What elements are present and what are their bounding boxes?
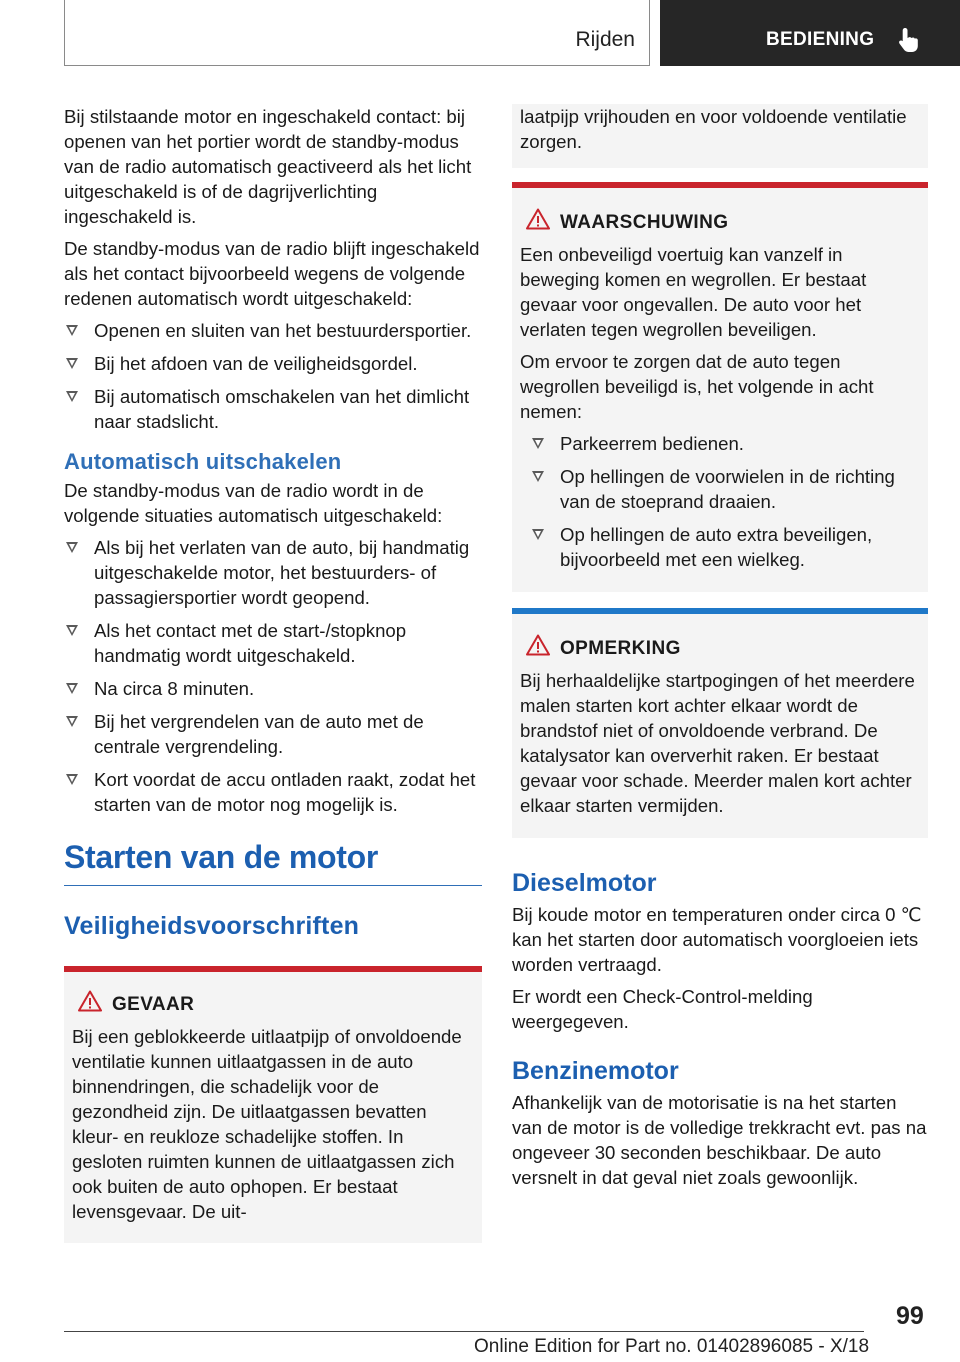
warning-box: [512, 182, 928, 592]
bullet-list: [64, 535, 482, 817]
warning-title: WAARSCHUWING: [520, 210, 920, 236]
section-label: Rijden: [575, 28, 635, 51]
note-text: Bij herhaaldelijke startpogingen of het meerdere malen starten kort achter elkaar wordt de brandstof niet of onvoldoende verbrand. De katalysator kan oververhit raken. Er bestaat gevaar voor schade. Meerder malen kort achter elkaar starten vermijden.: [520, 670, 915, 816]
bullet-triangle-icon: [66, 716, 78, 727]
danger-text-continued: laatpijp vrijhouden en voor voldoende ventilatie zorgen.: [520, 106, 907, 152]
hand-pointer-icon: [896, 26, 922, 54]
left-column: [64, 104, 482, 1243]
danger-box: [64, 966, 482, 1243]
list-item: Bij het vergrendelen van de auto met de centrale vergrendeling.: [64, 709, 482, 759]
warning-triangle-icon: [78, 990, 102, 1012]
subsection-heading: Veiligheidsvoorschriften: [64, 912, 360, 940]
bullet-triangle-icon: [66, 325, 78, 336]
bullet-triangle-icon: [66, 542, 78, 553]
danger-text: Bij een geblokkeerde uitlaatpijp of onvoldoende ventilatie kunnen uitlaatgassen in de auto binnendringen, die schadelijk voor de gezondheid zijn. De uitlaatgassen bevatten kleur- en reukloze schadelijke stoffen. In gesloten ruimten kunnen de uitlaatgassen zich ook buiten de auto ophopen. Er bestaat levensgevaar. De uit-: [72, 1026, 462, 1222]
paragraph: Bij stilstaande motor en ingeschakeld contact: bij openen van het portier wordt de standby-modus van de radio automatisch geactiveerd als het licht uitgeschakeld is of de dagrijverlichting ingeschakeld is.: [64, 106, 472, 227]
bullet-triangle-icon: [532, 529, 544, 540]
paragraph: Er wordt een Check-Control-melding weergegeven.: [512, 986, 813, 1032]
chapter-tab[interactable]: [660, 0, 960, 66]
list-item: Kort voordat de accu ontladen raakt, zodat het starten van de motor nog mogelijk is.: [64, 767, 482, 817]
footer-divider: [64, 1331, 864, 1332]
warning-triangle-icon: [526, 208, 550, 230]
list-item: Parkeerrem bedienen.: [530, 431, 920, 456]
paragraph: Afhankelijk van de motorisatie is na het starten van de motor is de volledige trekkracht evt. pas na ongeveer 30 seconden beschikbaar. De auto versnelt in dat geval niet zoals gewoonlijk.: [512, 1092, 927, 1188]
list-item: Op hellingen de voorwielen in de richting van de stoeprand draaien.: [530, 464, 920, 514]
list-item: Bij het afdoen van de veiligheidsgordel.: [64, 351, 482, 376]
list-item: Als bij het verlaten van de auto, bij handmatig uitgeschakelde motor, het bestuurders- of passagiersportier wordt geopend.: [64, 535, 482, 610]
bullet-list: [64, 318, 482, 434]
paragraph: De standby-modus van de radio wordt in de volgende situaties automatisch uitgeschakeld:: [64, 480, 443, 526]
list-item: Op hellingen de auto extra beveiligen, bijvoorbeeld met een wielkeg.: [530, 522, 920, 572]
list-item: Als het contact met de start-/stopknop handmatig wordt uitgeschakeld.: [64, 618, 482, 668]
right-column: [512, 104, 928, 1197]
page-number: 99: [896, 1302, 924, 1330]
bullet-triangle-icon: [532, 471, 544, 482]
subsection-heading: Benzinemotor: [512, 1057, 679, 1085]
bullet-triangle-icon: [66, 625, 78, 636]
bullet-list: [530, 431, 920, 572]
bullet-triangle-icon: [66, 358, 78, 369]
warning-text: Een onbeveiligd voertuig kan vanzelf in beweging komen en wegrollen. Er bestaat gevaar voor ongevallen. De auto voor het verlaten tegen wegrollen beveiligen.: [520, 244, 867, 340]
warning-text: Om ervoor te zorgen dat de auto tegen wegrollen beveiligd is, het volgende in acht nemen:: [520, 351, 874, 422]
sub-heading: Automatisch uitschakelen: [64, 449, 342, 474]
bullet-triangle-icon: [66, 683, 78, 694]
subsection-heading: Dieselmotor: [512, 869, 657, 897]
section-header-box: [64, 0, 650, 66]
page-header: [0, 0, 960, 66]
bullet-triangle-icon: [66, 391, 78, 402]
warning-triangle-icon: [526, 634, 550, 656]
note-title: OPMERKING: [520, 636, 920, 662]
paragraph: Bij koude motor en temperaturen onder circa 0 ℃ kan het starten door automatisch voorgloeien iets worden vertraagd.: [512, 904, 922, 975]
paragraph: De standby-modus van de radio blijft ingeschakeld als het contact bijvoorbeeld wegens de volgende redenen automatisch wordt uitgeschakeld:: [64, 238, 480, 309]
list-item: Na circa 8 minuten.: [64, 676, 482, 701]
bullet-triangle-icon: [532, 438, 544, 449]
list-item: Bij automatisch omschakelen van het dimlicht naar stadslicht.: [64, 384, 482, 434]
note-box: [512, 608, 928, 838]
footer-edition: Online Edition for Part no. 01402896085 - X/18: [474, 1336, 870, 1357]
list-item: Openen en sluiten van het bestuurdersportier.: [64, 318, 482, 343]
section-heading: Starten van de motor: [64, 837, 482, 886]
danger-box-continued: [512, 104, 928, 168]
bullet-triangle-icon: [66, 774, 78, 785]
danger-title: GEVAAR: [72, 992, 474, 1018]
chapter-tab-label: BEDIENING: [766, 29, 875, 50]
